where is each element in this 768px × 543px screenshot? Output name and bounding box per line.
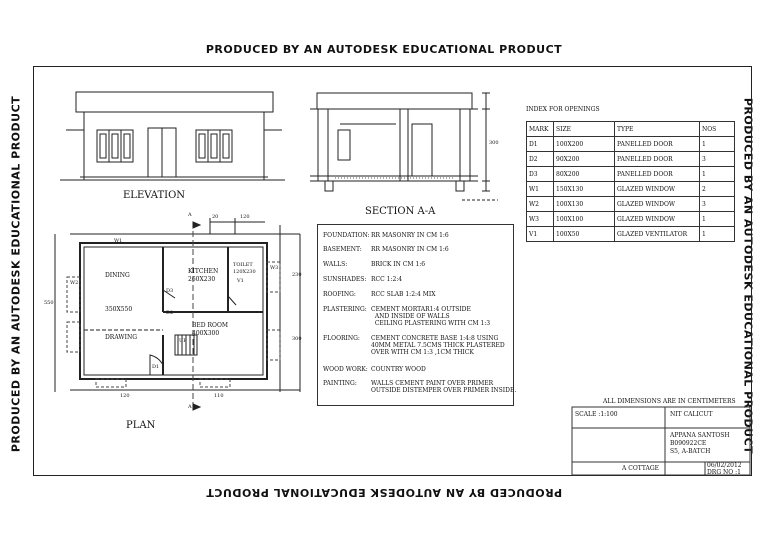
cell: 1 bbox=[700, 227, 735, 242]
mark-v1: V1 bbox=[237, 278, 244, 284]
room-bedroom: BED ROOM bbox=[192, 322, 229, 329]
cell: GLAZED WINDOW bbox=[615, 212, 700, 227]
student-info: APPANA SANTOSH B090922CE S5, A-BATCH bbox=[670, 432, 730, 455]
room-toilet: TOILET bbox=[233, 262, 253, 268]
mark-w2: W2 bbox=[70, 280, 79, 286]
section-mark-bottom: A bbox=[188, 404, 192, 410]
room-drawing: DRAWING bbox=[105, 334, 137, 341]
elevation-title: ELEVATION bbox=[123, 190, 186, 201]
mark-w3: W3 bbox=[270, 265, 279, 271]
title-block bbox=[572, 407, 750, 475]
mark-w1: W1 bbox=[114, 238, 123, 244]
drawing-number: DRG NO :1 bbox=[707, 469, 741, 476]
cell: 100X100 bbox=[554, 212, 615, 227]
dim-300-section: 300 bbox=[489, 140, 499, 146]
dim-20: 20 bbox=[212, 214, 219, 220]
cell: 90X200 bbox=[554, 152, 615, 167]
col-size: SIZE bbox=[554, 122, 615, 137]
room-kitchen: KITCHEN bbox=[188, 268, 219, 275]
cell: GLAZED WINDOW bbox=[615, 182, 700, 197]
stair-label: UP bbox=[179, 338, 187, 344]
spec-key: WOOD WORK: bbox=[323, 366, 368, 373]
spec-key: PAINTING: bbox=[323, 380, 357, 387]
spec-value: RR MASONRY IN CM 1:6 bbox=[371, 232, 449, 239]
spec-value: COUNTRY WOOD bbox=[371, 366, 426, 373]
cell: 100X130 bbox=[554, 197, 615, 212]
spec-key: ROOFING: bbox=[323, 291, 356, 298]
cell: W1 bbox=[527, 182, 554, 197]
scale-label: SCALE :1:100 bbox=[575, 411, 618, 418]
dim-110-bottom: 110 bbox=[214, 393, 224, 399]
cell: 100X50 bbox=[554, 227, 615, 242]
cell: 1 bbox=[700, 212, 735, 227]
spec-value: RCC 1:2:4 bbox=[371, 276, 403, 283]
col-mark: MARK bbox=[527, 122, 554, 137]
spec-value: RCC SLAB 1:2:4 MIX bbox=[371, 291, 436, 298]
cell: 2 bbox=[700, 182, 735, 197]
spec-value: CEMENT CONCRETE BASE 1:4:8 USING 40MM METAL 7.5CMS THICK PLASTERED OVER WITH CM 1:3 ,1CM THICK bbox=[371, 335, 505, 356]
institution: NIT CALICUT bbox=[670, 411, 713, 418]
cell: 80X200 bbox=[554, 167, 615, 182]
section-title: SECTION A-A bbox=[365, 206, 436, 217]
cell: W2 bbox=[527, 197, 554, 212]
cell: D3 bbox=[527, 167, 554, 182]
cell: D2 bbox=[527, 152, 554, 167]
watermark-top: PRODUCED BY AN AUTODESK EDUCATIONAL PRODUCT bbox=[205, 43, 563, 56]
watermark-bottom: PRODUCED BY AN AUTODESK EDUCATIONAL PRODUCT bbox=[205, 486, 563, 499]
mark-d1: D1 bbox=[152, 364, 160, 370]
dimensions-note: ALL DIMENSIONS ARE IN CENTIMETERS bbox=[603, 398, 736, 405]
col-nos: NOS bbox=[700, 122, 735, 137]
section-mark-top: A bbox=[188, 212, 192, 218]
spec-key: SUNSHADES: bbox=[323, 276, 367, 283]
dim-230: 230 bbox=[292, 272, 302, 278]
mark-d2: D2 bbox=[166, 310, 174, 316]
spec-key: FOUNDATION: bbox=[323, 232, 370, 239]
spec-key: PLASTERING: bbox=[323, 306, 367, 313]
dim-300: 300 bbox=[292, 336, 302, 342]
watermark-right: PRODUCED BY AN AUTODESK EDUCATIONAL PRODUCT bbox=[741, 97, 755, 455]
drawing-date: 06/02/2012 bbox=[707, 462, 742, 469]
cell: W3 bbox=[527, 212, 554, 227]
cell: 1 bbox=[700, 137, 735, 152]
cell: V1 bbox=[527, 227, 554, 242]
room-toilet-size: 120X230 bbox=[233, 269, 256, 275]
cell: GLAZED VENTILATOR bbox=[615, 227, 700, 242]
plan-title: PLAN bbox=[126, 420, 156, 431]
cell: GLAZED WINDOW bbox=[615, 197, 700, 212]
dim-550: 550 bbox=[44, 300, 54, 306]
cell: 150X130 bbox=[554, 182, 615, 197]
spec-value: RR MASONRY IN CM 1:6 bbox=[371, 246, 449, 253]
cell: PANELLED DOOR bbox=[615, 152, 700, 167]
cell: 3 bbox=[700, 197, 735, 212]
spec-value: WALLS CEMENT PAINT OVER PRIMER OUTSIDE DISTEMPER OVER PRIMER INSIDE. bbox=[371, 380, 517, 394]
dim-120-bottom: 120 bbox=[120, 393, 130, 399]
col-type: TYPE bbox=[615, 122, 700, 137]
cell: D1 bbox=[527, 137, 554, 152]
dim-120: 120 bbox=[240, 214, 250, 220]
cell: 100X200 bbox=[554, 137, 615, 152]
cell: 3 bbox=[700, 152, 735, 167]
room-bedroom-size: 400X300 bbox=[192, 330, 220, 337]
cell: 1 bbox=[700, 167, 735, 182]
spec-key: WALLS: bbox=[323, 261, 348, 268]
room-dining-size: 350X550 bbox=[105, 306, 133, 313]
openings-index-title: INDEX FOR OPENINGS bbox=[526, 106, 600, 113]
spec-value: CEMENT MORTAR1:4 OUTSIDE AND INSIDE OF WALLS CEILING PLASTERING WITH CM 1:3 bbox=[371, 306, 491, 327]
drawing-title: A COTTAGE bbox=[622, 465, 660, 472]
watermark-left: PRODUCED BY AN AUTODESK EDUCATIONAL PRODUCT bbox=[9, 95, 23, 453]
spec-value: BRICK IN CM 1:6 bbox=[371, 261, 426, 268]
spec-key: FLOORING: bbox=[323, 335, 360, 342]
room-kitchen-size: 260X230 bbox=[188, 276, 216, 283]
mark-d3: D3 bbox=[166, 288, 174, 294]
room-dining: DINING bbox=[105, 272, 130, 279]
cell: PANELLED DOOR bbox=[615, 137, 700, 152]
spec-key: BASEMENT: bbox=[323, 246, 362, 253]
cell: PANELLED DOOR bbox=[615, 167, 700, 182]
